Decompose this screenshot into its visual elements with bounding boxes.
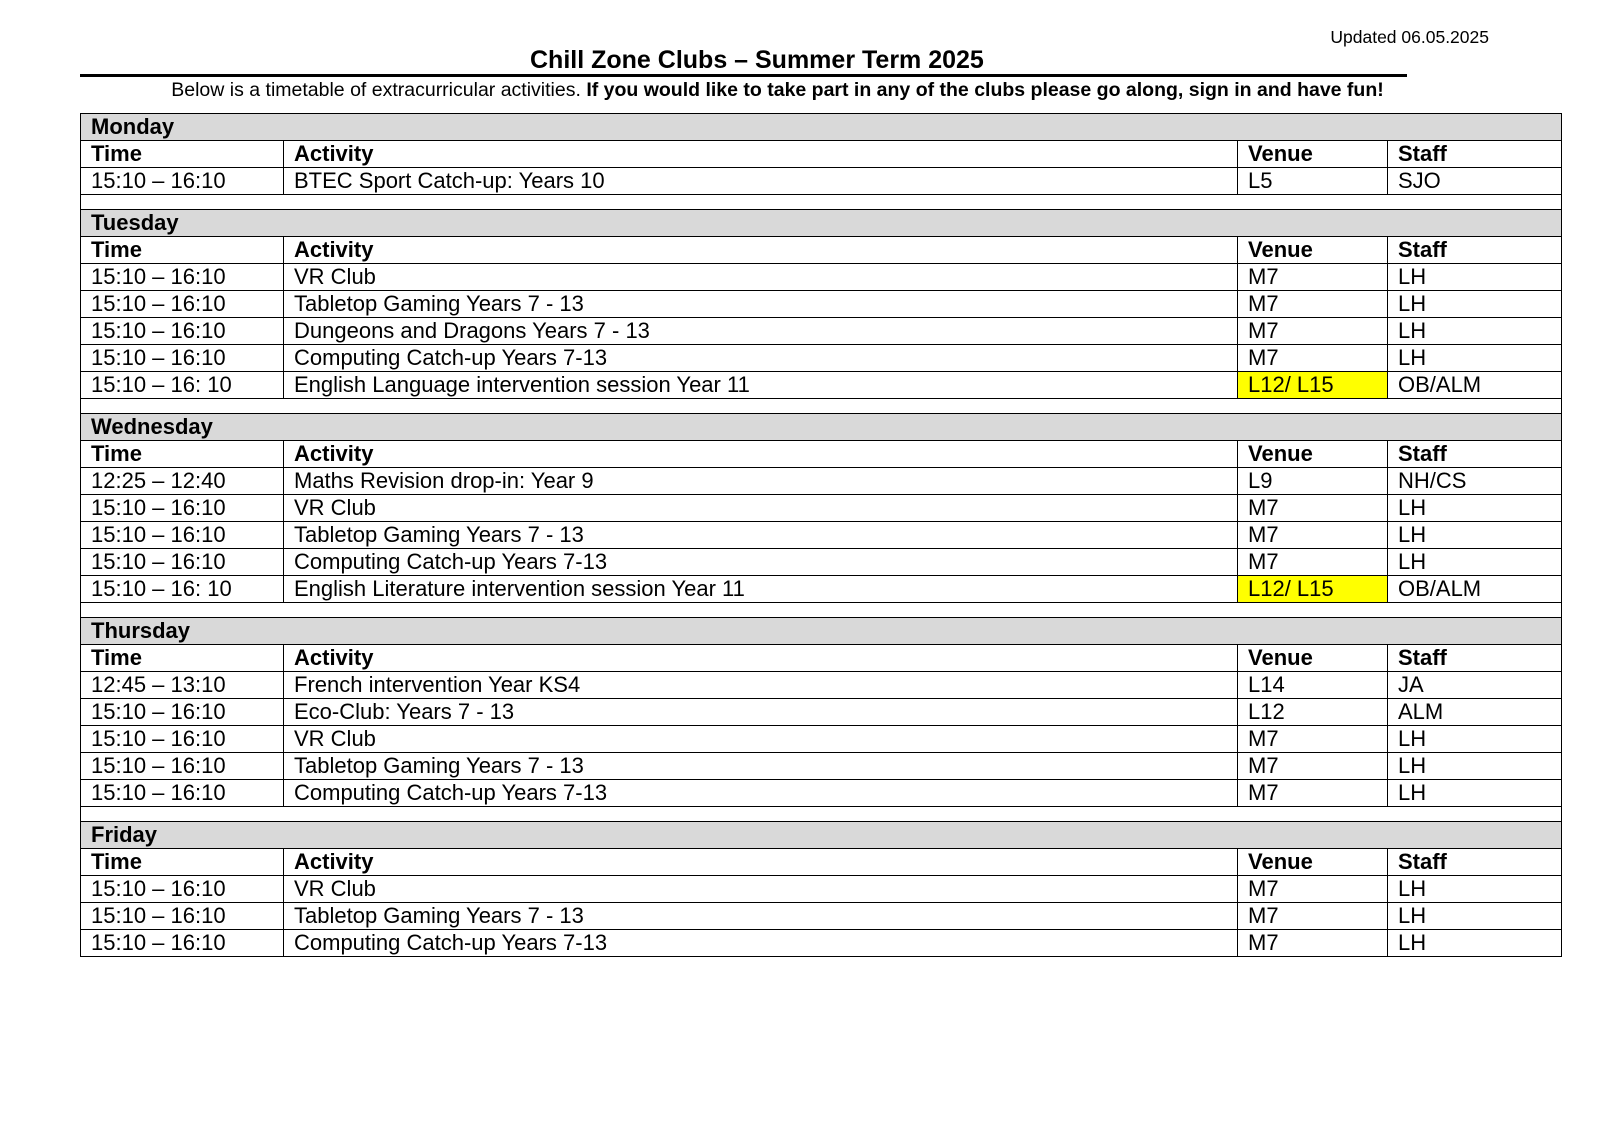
cell-activity: BTEC Sport Catch-up: Years 10 (284, 168, 1238, 195)
day-header-row (81, 822, 1562, 849)
column-header-row (81, 141, 1562, 168)
table-row (81, 726, 1562, 753)
cell-time: 15:10 – 16:10 (81, 753, 284, 780)
table-row (81, 753, 1562, 780)
cell-time: 15:10 – 16:10 (81, 345, 284, 372)
column-header-time: Time (81, 441, 284, 468)
day-header-row (81, 114, 1562, 141)
cell-time: 15:10 – 16:10 (81, 876, 284, 903)
intro-text (0, 79, 1555, 102)
column-header-activity: Activity (284, 441, 1238, 468)
cell-venue: M7 (1238, 318, 1388, 345)
day-name: Friday (81, 822, 1562, 849)
cell-activity: Tabletop Gaming Years 7 - 13 (284, 903, 1238, 930)
cell-activity: Tabletop Gaming Years 7 - 13 (284, 753, 1238, 780)
cell-venue: M7 (1238, 876, 1388, 903)
column-header-row (81, 645, 1562, 672)
spacer-cell (81, 399, 1562, 414)
cell-time: 15:10 – 16:10 (81, 930, 284, 957)
intro-plain: Below is a timetable of extracurricular activities. (171, 79, 587, 101)
cell-venue: M7 (1238, 495, 1388, 522)
cell-staff: LH (1388, 318, 1562, 345)
cell-activity: Dungeons and Dragons Years 7 - 13 (284, 318, 1238, 345)
day-name: Thursday (81, 618, 1562, 645)
column-header-time: Time (81, 141, 284, 168)
cell-staff: SJO (1388, 168, 1562, 195)
cell-time: 15:10 – 16: 10 (81, 372, 284, 399)
cell-activity: Computing Catch-up Years 7-13 (284, 930, 1238, 957)
cell-staff: LH (1388, 264, 1562, 291)
table-row (81, 468, 1562, 495)
table-row (81, 930, 1562, 957)
cell-staff: LH (1388, 930, 1562, 957)
column-header-time: Time (81, 645, 284, 672)
cell-staff: LH (1388, 753, 1562, 780)
cell-activity: Tabletop Gaming Years 7 - 13 (284, 291, 1238, 318)
cell-venue: M7 (1238, 780, 1388, 807)
day-spacer-row (81, 603, 1562, 618)
cell-activity: English Literature intervention session Year 11 (284, 576, 1238, 603)
cell-activity: VR Club (284, 876, 1238, 903)
cell-activity: English Language intervention session Year 11 (284, 372, 1238, 399)
cell-staff: LH (1388, 291, 1562, 318)
table-row (81, 372, 1562, 399)
spacer-cell (81, 195, 1562, 210)
cell-venue: L12 (1238, 699, 1388, 726)
column-header-venue: Venue (1238, 441, 1388, 468)
cell-venue: M7 (1238, 522, 1388, 549)
cell-staff: ALM (1388, 699, 1562, 726)
page-title: Chill Zone Clubs – Summer Term 2025 (530, 46, 984, 74)
cell-staff: LH (1388, 495, 1562, 522)
cell-venue: M7 (1238, 753, 1388, 780)
table-row (81, 168, 1562, 195)
cell-venue: L14 (1238, 672, 1388, 699)
cell-activity: Eco-Club: Years 7 - 13 (284, 699, 1238, 726)
cell-activity: VR Club (284, 726, 1238, 753)
table-row (81, 549, 1562, 576)
cell-staff: LH (1388, 345, 1562, 372)
cell-time: 15:10 – 16:10 (81, 168, 284, 195)
cell-time: 15:10 – 16:10 (81, 264, 284, 291)
cell-time: 12:25 – 12:40 (81, 468, 284, 495)
cell-venue: M7 (1238, 264, 1388, 291)
day-spacer-row (81, 807, 1562, 822)
day-spacer-row (81, 399, 1562, 414)
cell-time: 15:10 – 16:10 (81, 318, 284, 345)
cell-staff: LH (1388, 903, 1562, 930)
table-row (81, 264, 1562, 291)
cell-time: 15:10 – 16:10 (81, 522, 284, 549)
title-underline (80, 74, 1407, 77)
column-header-venue: Venue (1238, 141, 1388, 168)
spacer-cell (81, 807, 1562, 822)
column-header-row (81, 237, 1562, 264)
column-header-activity: Activity (284, 645, 1238, 672)
column-header-venue: Venue (1238, 849, 1388, 876)
cell-time: 15:10 – 16:10 (81, 780, 284, 807)
column-header-time: Time (81, 849, 284, 876)
cell-staff: LH (1388, 780, 1562, 807)
cell-venue: M7 (1238, 903, 1388, 930)
column-header-staff: Staff (1388, 237, 1562, 264)
column-header-venue: Venue (1238, 237, 1388, 264)
cell-venue: L5 (1238, 168, 1388, 195)
column-header-activity: Activity (284, 237, 1238, 264)
cell-activity: Tabletop Gaming Years 7 - 13 (284, 522, 1238, 549)
cell-venue: M7 (1238, 291, 1388, 318)
day-name: Wednesday (81, 414, 1562, 441)
table-row (81, 576, 1562, 603)
column-header-staff: Staff (1388, 141, 1562, 168)
cell-activity: Computing Catch-up Years 7-13 (284, 780, 1238, 807)
cell-staff: OB/ALM (1388, 372, 1562, 399)
cell-time: 15:10 – 16: 10 (81, 576, 284, 603)
table-row (81, 291, 1562, 318)
updated-date: Updated 06.05.2025 (1330, 27, 1489, 47)
cell-activity: Computing Catch-up Years 7-13 (284, 549, 1238, 576)
cell-time: 15:10 – 16:10 (81, 726, 284, 753)
cell-time: 15:10 – 16:10 (81, 699, 284, 726)
cell-venue: L12/ L15 (1238, 576, 1388, 603)
day-header-row (81, 210, 1562, 237)
column-header-activity: Activity (284, 849, 1238, 876)
cell-venue: M7 (1238, 930, 1388, 957)
cell-staff: LH (1388, 522, 1562, 549)
cell-staff: JA (1388, 672, 1562, 699)
day-header-row (81, 414, 1562, 441)
column-header-staff: Staff (1388, 849, 1562, 876)
timetable (80, 113, 1562, 957)
cell-activity: Computing Catch-up Years 7-13 (284, 345, 1238, 372)
spacer-cell (81, 603, 1562, 618)
day-header-row (81, 618, 1562, 645)
table-row (81, 780, 1562, 807)
cell-activity: Maths Revision drop-in: Year 9 (284, 468, 1238, 495)
cell-activity: French intervention Year KS4 (284, 672, 1238, 699)
table-row (81, 522, 1562, 549)
column-header-staff: Staff (1388, 645, 1562, 672)
table-row (81, 699, 1562, 726)
cell-time: 15:10 – 16:10 (81, 903, 284, 930)
table-row (81, 345, 1562, 372)
cell-venue: M7 (1238, 549, 1388, 576)
day-spacer-row (81, 195, 1562, 210)
cell-time: 15:10 – 16:10 (81, 495, 284, 522)
column-header-staff: Staff (1388, 441, 1562, 468)
cell-time: 12:45 – 13:10 (81, 672, 284, 699)
table-row (81, 876, 1562, 903)
table-row (81, 903, 1562, 930)
cell-staff: LH (1388, 726, 1562, 753)
cell-venue: M7 (1238, 726, 1388, 753)
cell-venue: M7 (1238, 345, 1388, 372)
column-header-venue: Venue (1238, 645, 1388, 672)
cell-venue: L12/ L15 (1238, 372, 1388, 399)
cell-staff: NH/CS (1388, 468, 1562, 495)
cell-staff: OB/ALM (1388, 576, 1562, 603)
day-name: Monday (81, 114, 1562, 141)
table-row (81, 672, 1562, 699)
cell-time: 15:10 – 16:10 (81, 291, 284, 318)
column-header-row (81, 849, 1562, 876)
table-row (81, 495, 1562, 522)
column-header-time: Time (81, 237, 284, 264)
cell-activity: VR Club (284, 495, 1238, 522)
cell-staff: LH (1388, 876, 1562, 903)
column-header-row (81, 441, 1562, 468)
table-row (81, 318, 1562, 345)
cell-venue: L9 (1238, 468, 1388, 495)
timetable-body (81, 114, 1562, 957)
intro-bold: If you would like to take part in any of the clubs please go along, sign in and have fun! (586, 79, 1384, 101)
cell-staff: LH (1388, 549, 1562, 576)
column-header-activity: Activity (284, 141, 1238, 168)
day-name: Tuesday (81, 210, 1562, 237)
cell-time: 15:10 – 16:10 (81, 549, 284, 576)
cell-activity: VR Club (284, 264, 1238, 291)
